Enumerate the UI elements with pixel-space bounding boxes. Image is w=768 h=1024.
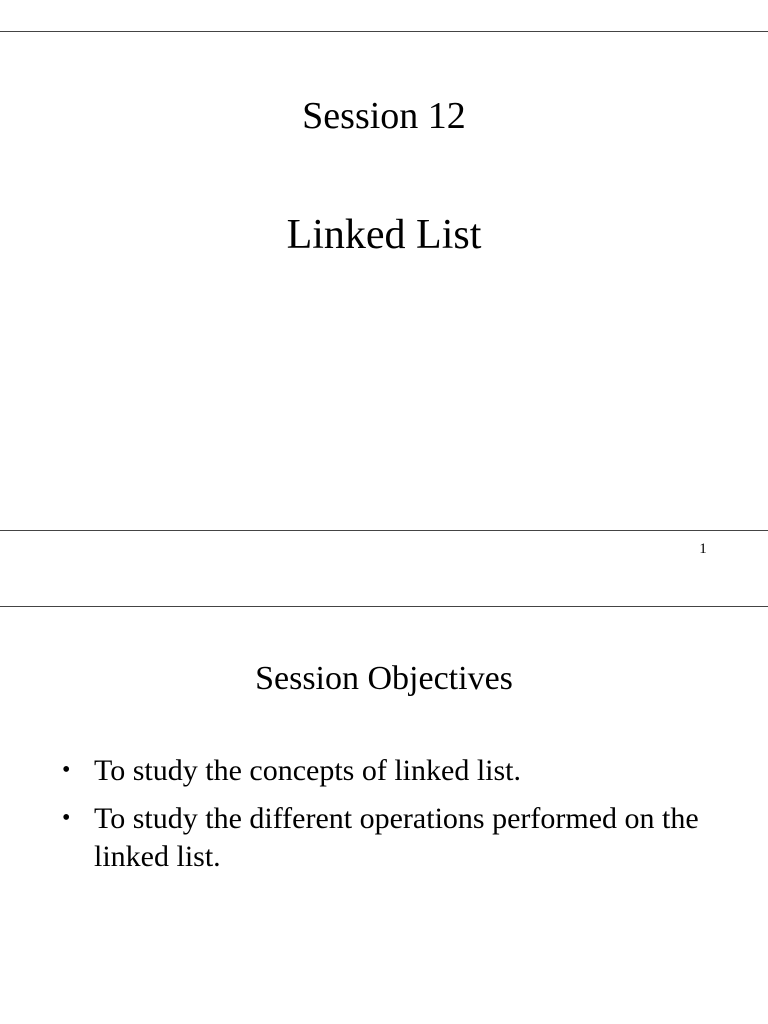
list-item-text: To study the concepts of linked list. [94, 754, 522, 787]
list-item-text: To study the different operations performed on the linked list. [94, 802, 699, 873]
slide1-top-rule [0, 31, 768, 32]
bullet-icon: • [62, 757, 71, 783]
list-item [62, 800, 722, 876]
slide1-title: Session 12 [302, 95, 466, 137]
slide2-top-rule [0, 606, 768, 607]
page-number: 1 [699, 541, 707, 557]
slide2-title: Session Objectives [255, 660, 513, 697]
slide1-subtitle: Linked List [286, 212, 482, 258]
slide1-bottom-rule [0, 530, 768, 531]
objectives-list [62, 752, 722, 886]
list-item [62, 752, 722, 790]
bullet-icon: • [62, 805, 71, 831]
